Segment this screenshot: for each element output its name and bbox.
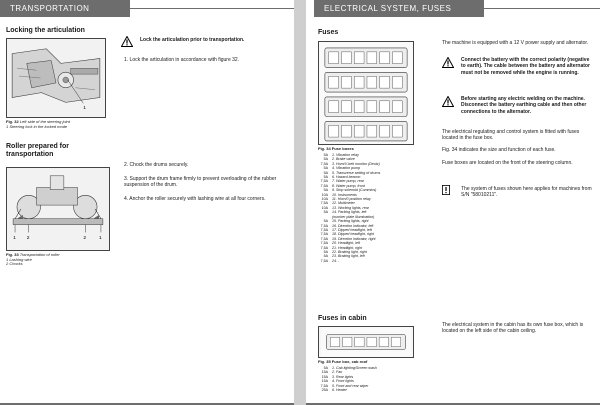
fuse-rating: 7,5A: [320, 161, 328, 166]
figure-title: Fuse boxes: [331, 146, 354, 151]
fuse-slot: [329, 101, 339, 113]
figure-callout: 2: [26, 236, 30, 242]
fuse-description: 6. Hazard beacon: [332, 175, 361, 180]
intro-text: The machine is equipped with a 12 V power supply and alternator.: [442, 40, 589, 46]
fuse-boxes-figure: [318, 41, 414, 145]
fuse-rating: 7,5A: [320, 236, 328, 241]
roller-transport-figure: [6, 167, 110, 251]
note-text: The system of fuses shown here applies for machines from S/N "58010211".: [461, 186, 592, 199]
cabin-fuse-list: [318, 366, 438, 392]
step-4: 4. Anchor the roller securely with lashing wire at all four corners.: [124, 196, 266, 202]
fuse-rating: 7,5A: [320, 179, 328, 184]
fuse-slot: [354, 101, 364, 113]
fuse-description: 19. Direction indicator, right: [332, 236, 376, 241]
figure-legend: 1 Lashing wire: [6, 256, 32, 262]
figure-callout: 1: [13, 236, 16, 242]
fuse-description: 22. Braking light, right: [332, 249, 367, 254]
fuse-rating: 7,5A: [320, 201, 328, 206]
fuse-slot: [329, 52, 339, 64]
fuse-slot: [342, 52, 352, 64]
fuse-slot: [380, 52, 390, 64]
figure-legend: 1 Steering lock in the locked mode: [6, 123, 68, 129]
section-header: ELECTRICAL SYSTEM, FUSES: [314, 0, 484, 17]
paragraph-location: Fuse boxes are located on the front of the steering column.: [442, 160, 573, 166]
fuse-list-item: [318, 388, 438, 392]
fuse-rating: 25A: [321, 388, 328, 393]
section-header: TRANSPORTATION: [0, 0, 130, 17]
section-title-locking: Locking the articulation: [6, 27, 85, 34]
figure-legend: 2 Chocks: [6, 261, 23, 267]
fuse-rating: 5A: [323, 157, 328, 162]
fuse-list: [318, 153, 438, 263]
fuse-description: 23. Braking light, left: [332, 254, 365, 259]
fuse-slot: [380, 76, 390, 88]
fuse-slot: [380, 125, 390, 137]
fuse-rating: 7,5A: [320, 241, 328, 246]
fuse-rating: 7,5A: [320, 383, 328, 388]
fuse-slot: [342, 101, 352, 113]
figure-label: Fig. 35: [318, 359, 331, 364]
fuse-rating: 5A: [323, 170, 328, 175]
fuse-rating: 5A: [323, 166, 328, 171]
figure-title: Fuse box, cab roof: [331, 359, 368, 364]
fuse-description: 6. Heater: [332, 388, 347, 393]
fuse-description: 3. Rear lights: [332, 374, 354, 379]
fuse-rating: 7,5A: [320, 232, 328, 237]
fuse-description: 5. Front and rear wiper: [332, 383, 369, 388]
fuse-slot: [329, 76, 339, 88]
section-title-fuses: Fuses: [318, 29, 339, 36]
header-rule: [484, 8, 600, 9]
fuse-slot: [392, 125, 402, 137]
fuse-rating: 15A: [321, 379, 328, 384]
step-3: 3. Support the drum frame firmly to prevent overloading of the rubber suspension of the drum.: [124, 176, 277, 189]
warning-text-welding: Before starting any electric welding on the machine. Disconnect the battery earthing cable and then other connections to the alternator.: [461, 96, 587, 115]
fuse-slot: [354, 52, 364, 64]
fuse-rating: 5A: [323, 210, 328, 215]
fuse-description: 13. Working lights, rear: [332, 205, 369, 210]
figure-label: Fig. 32: [6, 119, 19, 124]
cabin-text: The electrical system in the cabin has its own fuse box, which is located on the left side of the cabin ceiling.: [442, 322, 584, 335]
header-rule: [130, 8, 294, 9]
step-2: 2. Chock the drums securely.: [124, 162, 189, 168]
fuse-rating: 5A: [323, 249, 328, 254]
fuse-description: 11. Horn/0 position relay: [332, 197, 371, 202]
figure-caption-35: [318, 360, 418, 365]
warning-text-polarity: Connect the battery with the correct polarity (negative to earth). The cable between the battery and alternator must not be removed while the engine is running.: [461, 57, 590, 76]
warning-text-articulation: Lock the articulation prior to transportation.: [140, 37, 245, 43]
fuse-description: 1. Vibration relay: [332, 153, 359, 157]
fuse-slot: [354, 76, 364, 88]
fuse-description: 7. Water pump, rear: [332, 179, 364, 184]
fuse-slot: [367, 52, 377, 64]
figure-caption-33: [6, 253, 146, 267]
fuse-rating: 7,5A: [320, 183, 328, 188]
right-page: [306, 0, 600, 405]
fuse-rating: 10A: [321, 192, 328, 197]
fuse-rating: 7,5A: [320, 227, 328, 232]
figure-callout: 1: [83, 106, 87, 112]
fuse-description: 21. Headlight, right: [332, 245, 363, 250]
fuse-description: 17. Dipped headlight, left: [332, 227, 372, 232]
fuse-description: 3. Horn/V-belt monitor (Deutz): [332, 161, 380, 166]
figure-caption-34: [318, 147, 418, 152]
fuse-description: 15. Parking lights, right: [332, 219, 369, 224]
fuse-description: 2. Brake valve: [332, 157, 355, 162]
figure-callout: 2: [83, 236, 87, 242]
warning-icon: [442, 96, 454, 107]
fuse-description: 4. Vibration pump: [332, 166, 361, 171]
fuse-rating: 5A: [323, 254, 328, 259]
page-gutter: [294, 0, 306, 405]
fuse-description: 10. Instruments: [332, 192, 357, 197]
fuse-rating: 7,5A: [320, 258, 328, 263]
fuse-description: 12. Multimeter: [332, 201, 355, 206]
fuse-description: 4. Front lights: [332, 379, 354, 384]
fuse-slot: [380, 101, 390, 113]
fuse-rating: 10A: [321, 197, 328, 202]
fuse-rating: 5A: [323, 219, 328, 224]
fuse-slot: [342, 76, 352, 88]
fuse-description: 24. -: [332, 258, 340, 263]
figure-label: Fig. 34: [318, 146, 331, 151]
fuse-description: 16. Direction indicator, left: [332, 223, 374, 228]
fuse-slot: [367, 125, 377, 137]
fuse-description: 8. Water pump, front: [332, 183, 365, 188]
fuse-description: 2. Fan: [332, 370, 343, 375]
section-title-roller: Roller prepared for transportation: [6, 143, 70, 158]
fuse-slot: [392, 52, 402, 64]
fuse-list-item: [318, 259, 438, 263]
fuse-rating: 15A: [321, 374, 328, 379]
fuse-slot: [354, 125, 364, 137]
fuse-rating: 5A: [323, 153, 328, 157]
fuse-slot: [392, 76, 402, 88]
fuse-slot: [342, 125, 352, 137]
info-icon: [442, 185, 450, 195]
figure-title: Transportation of roller: [19, 252, 60, 257]
fuse-slot: [367, 101, 377, 113]
fuse-description: 5. Transverse setting of drums: [332, 170, 381, 175]
step-1: 1. Lock the articulation in accordance with figure 32.: [124, 57, 240, 63]
fuse-description: 9. Stop solenoid (Cummins): [332, 188, 377, 193]
fuse-rating: 7,5A: [320, 245, 328, 250]
figure-title: Left side of the steering joint: [19, 119, 70, 124]
section-title-cabin: Fuses in cabin: [318, 315, 367, 322]
fuse-slot: [329, 125, 339, 137]
fuse-description: 18. Dipped headlight, right: [332, 232, 374, 237]
warning-icon: [121, 36, 133, 47]
figure-callout: 1: [98, 236, 102, 242]
warning-icon: [442, 57, 454, 68]
left-page: [0, 0, 294, 405]
fuse-slot: [392, 101, 402, 113]
figure-label: Fig. 33: [6, 252, 19, 257]
fuse-description: 14. Parking lights, left: [332, 210, 367, 215]
fuse-rating: 7,5A: [320, 223, 328, 228]
figure-caption-32: [6, 120, 146, 129]
fuse-rating: 5A: [323, 175, 328, 180]
fuse-slot: [367, 76, 377, 88]
steering-joint-figure: [6, 38, 106, 118]
paragraph-fuse-box: The electrical regulating and control system is fitted with fuses located in the fuse box.: [442, 129, 580, 142]
fuse-rating: 10A: [321, 205, 328, 210]
fuse-description: 20. Headlight, left: [332, 241, 360, 246]
fuse-rating: 5A: [323, 366, 328, 370]
fuse-description: (number plate illumination): [332, 214, 375, 219]
fuse-description: 1. Cab lighting/Screen wash: [332, 366, 377, 370]
fuse-rating: 5A: [323, 188, 328, 193]
cabin-fuse-box-figure: [318, 326, 414, 358]
fuse-rating: 15A: [321, 370, 328, 375]
paragraph-fig-ref: Fig. 34 indicates the size and function of each fuse.: [442, 147, 556, 153]
